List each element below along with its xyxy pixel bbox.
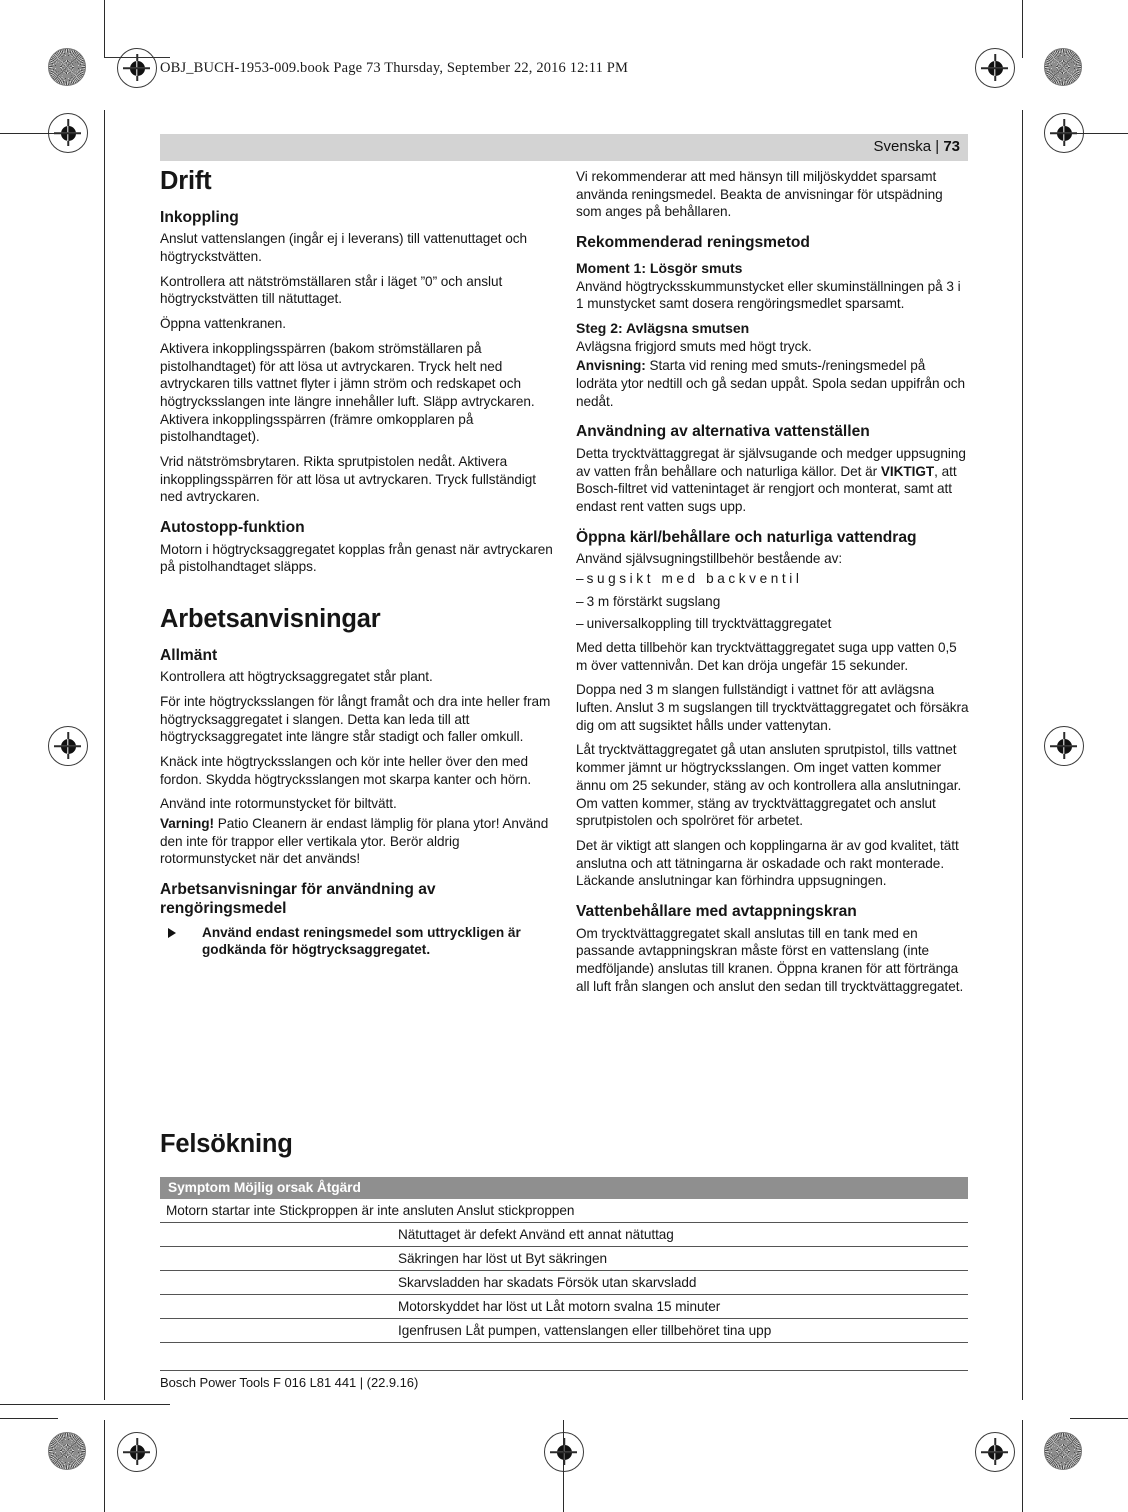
list-item bbox=[576, 593, 970, 611]
table-header-row bbox=[160, 1177, 968, 1199]
page-header-band bbox=[160, 134, 968, 161]
crop-line-bottom-left-vertical bbox=[104, 1420, 105, 1512]
dash-bullet-icon: – bbox=[576, 593, 584, 609]
rosette-mark-bottom-left bbox=[48, 1432, 86, 1470]
bullet-rengoringsmedel bbox=[160, 924, 554, 959]
heading-autostopp: Autostopp-funktion bbox=[160, 518, 305, 536]
crop-line-left-horizontal-mid bbox=[0, 133, 58, 134]
anvisning-label: Anvisning: bbox=[576, 358, 646, 374]
table-cell: Säkringen har löst ut Byt säkringen bbox=[160, 1247, 968, 1271]
list-item-label: universalkoppling till trycktvättaggregatet bbox=[586, 616, 832, 632]
registration-mark-left-lower bbox=[48, 726, 88, 766]
crop-line-bottom-right-vertical bbox=[1022, 1420, 1023, 1512]
warning-text: Patio Cleanern är endast lämplig för plana ytor! Använd den inte för trappor eller vertikala ytor. Berör aldrig rotormunstycket när det används! bbox=[160, 816, 549, 867]
table-row bbox=[160, 1271, 968, 1295]
table-cell: Igenfrusen Låt pumpen, vattenslangen eller tillbehöret tina upp bbox=[160, 1319, 968, 1343]
alternativa-text-a: Detta trycktvättaggregat är självsugande och medger uppsugning av vatten från behållare och naturliga källor. Det är bbox=[576, 446, 966, 479]
paragraph-allmant-3: Knäck inte högtrycksslangen och kör inte heller över den med fordon. Skydda högtrycksslangen mot skarpa kanter och hörn. bbox=[160, 754, 532, 787]
footer-text: Bosch Power Tools F 016 L81 441 | (22.9.16) bbox=[160, 1375, 419, 1391]
footer-rule bbox=[160, 1370, 968, 1371]
rosette-mark-top-left bbox=[48, 48, 86, 86]
paragraph-oppna-4: Låt trycktvättaggregatet gå utan ansluten sprutpistol, tills vattnet kommer jämnt ur högtrycksslangen. Om inget vatten kommer ännu om 25 sekunder, stäng av och kontrollera alla anslutningar. Om vatten kommer, stäng av trycktvättaggregatet och anslut sprutpistolen och spolröret för arbetet. bbox=[576, 742, 962, 829]
crop-line-bottom-right-horizontal bbox=[1070, 1418, 1128, 1419]
anvisning-text: Starta vid rening med smuts-/reningsmedel på lodräta ytor nedtill och gå sedan uppåt. Spola sedan uppifrån och nedåt. bbox=[576, 358, 965, 409]
triangle-bullet-icon bbox=[168, 928, 176, 938]
rosette-mark-bottom-right bbox=[1044, 1432, 1082, 1470]
registration-mark-bottom-right bbox=[975, 1432, 1015, 1472]
right-column bbox=[576, 168, 970, 1002]
heading-steg2: Steg 2: Avlägsna smutsen bbox=[576, 319, 750, 336]
dash-bullet-icon: – bbox=[576, 571, 584, 587]
warning-label: Varning! bbox=[160, 816, 214, 832]
list-item bbox=[576, 615, 970, 633]
language-text: Svenska | bbox=[873, 138, 944, 155]
print-file-header: OBJ_BUCH-1953-009.book Page 73 Thursday, September 22, 2016 12:11 PM bbox=[160, 60, 629, 76]
list-item bbox=[576, 570, 970, 588]
rosette-mark-top-right bbox=[1044, 48, 1082, 86]
table-row bbox=[160, 1199, 968, 1223]
crop-line-top-left-vertical bbox=[104, 0, 105, 58]
crop-line-top-right-horizontal bbox=[1070, 133, 1128, 134]
heading-moment1: Moment 1: Lösgör smuts bbox=[576, 259, 743, 276]
heading-rengoringsmedel: Arbetsanvisningar för användning av rengöringsmedel bbox=[160, 881, 436, 917]
paragraph-intro-1: Vi rekommenderar att med hänsyn till miljöskyddet sparsamt använda reningsmedel. Beakta de anvisningar för utspädning som anges på behållaren. bbox=[576, 169, 943, 220]
crop-line-right-vertical bbox=[1022, 110, 1023, 1400]
heading-drift: Drift bbox=[160, 167, 212, 195]
list-item-label: sugsikt med backventil bbox=[586, 571, 803, 587]
paragraph-vattenbehallare: Om trycktvättaggregatet skall anslutas till en tank med en passande avtappningskran måste först en vattenslang (inte medföljande) anslutas till kranen. Öppna kranen för att förtränga all luft från slangen och anslut den sedan till trycktvättaggregatet. bbox=[576, 925, 964, 994]
paragraph-inkoppling-1: Anslut vattenslangen (ingår ej i leverans) till vattenuttaget och högtryckstvätten. bbox=[160, 231, 528, 265]
paragraph-steg2: Avlägsna frigjord smuts med högt tryck. bbox=[576, 338, 812, 354]
heading-reningsmetod: Rekommenderad reningsmetod bbox=[576, 234, 810, 252]
heading-alternativa-vattenstallen: Användning av alternativa vattenställen bbox=[576, 423, 870, 441]
registration-mark-top-right bbox=[975, 48, 1015, 88]
paragraph-oppna-3: Doppa ned 3 m slangen fullständigt i vattnet för att avlägsna luften. Anslut 3 m sugslangen till trycktvättaggregatet och försäkra dig om att sugsiktet hålls under vattenytan. bbox=[576, 682, 969, 733]
table-row bbox=[160, 1223, 968, 1247]
paragraph-moment1: Använd högtrycksskummunstycket eller skuminställningen på 3 i 1 munstycket samt dosera rengöringsmedlet sparsamt. bbox=[576, 278, 961, 312]
alternativa-text-b: , att Bosch-filtret vid vattenintaget är rengjort och monterat, samt att endast rent vatten sugs upp. bbox=[576, 463, 957, 515]
list-item-label: 3 m förstärkt sugslang bbox=[586, 593, 721, 609]
paragraph-allmant-1: Kontrollera att högtrycksaggregatet står plant. bbox=[160, 669, 433, 685]
crop-line-top-right-vertical bbox=[1022, 0, 1023, 58]
crop-line-left-vertical bbox=[104, 110, 105, 1400]
paragraph-oppna-2: Med detta tillbehör kan trycktvättaggregatet suga upp vatten 0,5 m över vattennivån. Det kan dröja ungefär 15 sekunder. bbox=[576, 640, 957, 673]
page-language-label bbox=[874, 138, 960, 155]
paragraph-inkoppling-3: Öppna vattenkranen. bbox=[160, 316, 287, 332]
crop-line-bottom-left-horizontal bbox=[0, 1418, 58, 1419]
bullet-rengoringsmedel-text: Använd endast reningsmedel som uttryckligen är godkända för högtrycksaggregatet. bbox=[202, 924, 521, 958]
paragraph-alternativa bbox=[576, 445, 970, 516]
paragraph-allmant-2: För inte högtrycksslangen för långt framåt och dra inte heller fram högtrycksaggregatet i slangen. Detta kan leda till att högtrycksaggregatet inte längre står stadigt och faller omkull. bbox=[160, 694, 551, 745]
registration-mark-bottom-left bbox=[117, 1432, 157, 1472]
viktigt-label: VIKTIGT bbox=[880, 463, 935, 479]
troubleshooting-section bbox=[160, 1130, 968, 1343]
table-cell: Skarvsladden har skadats Försök utan skarvsladd bbox=[160, 1271, 968, 1295]
page-footer bbox=[160, 1370, 968, 1390]
table-row bbox=[160, 1247, 968, 1271]
table-row bbox=[160, 1319, 968, 1343]
accessory-list bbox=[576, 570, 970, 633]
heading-felsokning: Felsökning bbox=[160, 1130, 293, 1158]
registration-mark-right-lower bbox=[1044, 726, 1084, 766]
paragraph-inkoppling-2: Kontrollera att nätströmställaren står i läget ”0” och anslut högtryckstvätten till nätuttaget. bbox=[160, 273, 503, 307]
paragraph-oppna-5: Det är viktigt att slangen och kopplingarna är av god kvalitet, tätt anslutna och att tätningarna är oskadade och rakt monterade. Läckande anslutningar kan förhindra uppsugningen. bbox=[576, 837, 959, 889]
crop-line-bottom-center-vertical bbox=[563, 1420, 564, 1512]
table-cell: Nätuttaget är defekt Använd ett annat nätuttag bbox=[160, 1223, 968, 1247]
table-cell: Motorskyddet har löst ut Låt motorn svalna 15 minuter bbox=[160, 1295, 968, 1319]
heading-oppna-karl: Öppna kärl/behållare och naturliga vattendrag bbox=[576, 528, 917, 546]
table-row bbox=[160, 1295, 968, 1319]
header-rule bbox=[104, 57, 170, 58]
dash-bullet-icon: – bbox=[576, 616, 584, 632]
heading-vattenbehallare: Vattenbehållare med avtappningskran bbox=[576, 902, 857, 920]
paragraph-oppna-1: Använd självsugningstillbehör bestående av: bbox=[576, 551, 843, 567]
paragraph-inkoppling-5: Vrid nätströmsbrytaren. Rikta sprutpistolen nedåt. Aktivera inkopplingsspärren för att lösa ut avtryckaren. Tryck fullständigt ned avtryckaren. bbox=[160, 453, 536, 505]
paragraph-allmant-5 bbox=[160, 815, 554, 868]
table-cell: Motorn startar inte Stickproppen är inte ansluten Anslut stickproppen bbox=[160, 1199, 968, 1223]
heading-allmant: Allmänt bbox=[160, 646, 218, 664]
heading-arbetsanvisningar: Arbetsanvisningar bbox=[160, 604, 381, 633]
table-header-cell: Symptom Möjlig orsak Åtgärd bbox=[160, 1177, 968, 1199]
paragraph-autostopp-1: Motorn i högtrycksaggregatet kopplas från genast när avtryckaren på pistolhandtaget släpps. bbox=[160, 541, 553, 575]
heading-inkoppling: Inkoppling bbox=[160, 208, 239, 226]
crop-line-left-rule-upper bbox=[0, 1404, 170, 1405]
page-number: 73 bbox=[943, 138, 960, 155]
paragraph-inkoppling-4: Aktivera inkopplingsspärren (bakom strömställaren på pistolhandtaget) för att lösa ut avtryckaren. Tryck helt ned avtryckaren tills vattnet flyter i jämn ström och redskapet och högtrycksslangen inte längre innehåller luft. Släpp avtryckaren. Aktivera inkopplingsspärren (främre omkopplaren på pistolhandtaget). bbox=[160, 340, 535, 445]
paragraph-anvisning bbox=[576, 357, 970, 410]
paragraph-allmant-4: Använd inte rotormunstycket för biltvätt. bbox=[160, 796, 397, 812]
left-column bbox=[160, 168, 554, 959]
troubleshooting-table bbox=[160, 1177, 968, 1343]
registration-mark-top-left bbox=[117, 48, 157, 88]
